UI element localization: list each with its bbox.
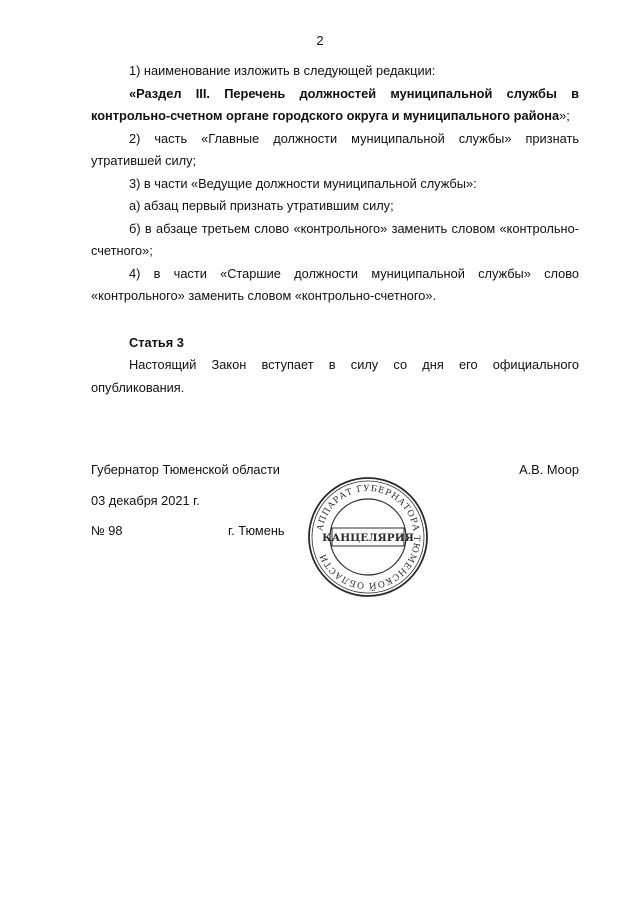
stamp-center-text: КАНЦЕЛЯРИЯ bbox=[322, 532, 414, 544]
law-number: № 98 bbox=[91, 523, 123, 538]
document-body bbox=[91, 60, 579, 399]
section-heading-text: «Раздел III. Перечень должностей муниципальной службы в контрольно-счетном органе городского округа и муниципального района bbox=[91, 85, 579, 123]
section-heading-tail: »; bbox=[559, 108, 570, 123]
signatory-position: Губернатор Тюменской области bbox=[91, 462, 280, 477]
paragraph-1: 1) наименование изложить в следующей редакции: bbox=[129, 63, 436, 78]
page-number: 2 bbox=[316, 33, 324, 48]
signatory-name: А.В. Моор bbox=[519, 462, 579, 477]
paragraph-3: 2) часть «Главные должности муниципальной службы» признать утратившей силу; bbox=[91, 130, 579, 168]
spacer bbox=[91, 308, 579, 332]
stamp-ring-text: АППАРАТ ГУБЕРНАТОРА ТЮМЕНСКОЙ ОБЛАСТИ bbox=[315, 483, 422, 591]
chancellery-stamp-icon bbox=[306, 475, 430, 599]
stamp-svg bbox=[306, 475, 430, 599]
paragraph-4: 3) в части «Ведущие должности муниципальной службы»: bbox=[129, 175, 477, 191]
paragraph-6: б) в абзаце третьем слово «контрольного» заменить словом «контрольно-счетного»; bbox=[91, 220, 579, 258]
article-title: Статья 3 bbox=[129, 334, 184, 350]
paragraph-7: 4) в части «Старшие должности муниципальной службы» слово «контрольного» заменить словом «контрольно-счетного». bbox=[91, 265, 579, 303]
paragraph-2 bbox=[91, 83, 579, 128]
signing-date: 03 декабря 2021 г. bbox=[91, 493, 200, 508]
paragraph-5: а) абзац первый признать утратившим силу; bbox=[129, 198, 394, 213]
signing-city: г. Тюмень bbox=[228, 523, 285, 538]
article-text: Настоящий Закон вступает в силу со дня его официального опубликования. bbox=[91, 357, 579, 395]
